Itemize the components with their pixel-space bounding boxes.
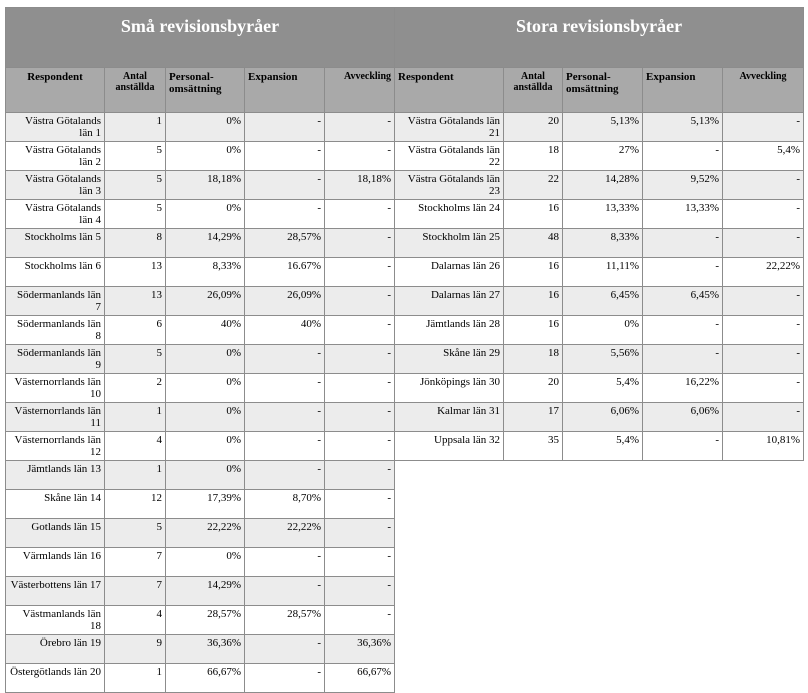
antal-cell: 5 xyxy=(105,200,166,229)
header-avveckling: Avveckling xyxy=(325,68,395,113)
omsattning-cell: 0% xyxy=(166,403,245,432)
omsattning-cell: 0% xyxy=(563,316,643,345)
antal-cell: 13 xyxy=(105,287,166,316)
avveckling-cell: 10,81% xyxy=(723,432,804,461)
respondent-cell: Södermanlands län 9 xyxy=(6,345,105,374)
respondent-cell: Västerbottens län 17 xyxy=(6,577,105,606)
omsattning-cell: 5,4% xyxy=(563,432,643,461)
omsattning-cell: 14,29% xyxy=(166,577,245,606)
table-row xyxy=(395,200,804,229)
antal-cell: 1 xyxy=(105,461,166,490)
avveckling-cell: - xyxy=(325,229,395,258)
table-row xyxy=(395,171,804,200)
expansion-cell: - xyxy=(245,113,325,142)
header-expansion: Expansion xyxy=(245,68,325,113)
expansion-cell: - xyxy=(643,432,723,461)
respondent-cell: Västra Götalands län 23 xyxy=(395,171,504,200)
expansion-cell: - xyxy=(245,548,325,577)
expansion-cell: 16,22% xyxy=(643,374,723,403)
antal-cell: 4 xyxy=(105,606,166,635)
expansion-cell: 5,13% xyxy=(643,113,723,142)
table-row xyxy=(395,258,804,287)
small-firms-table xyxy=(5,7,395,693)
respondent-cell: Dalarnas län 26 xyxy=(395,258,504,287)
antal-cell: 13 xyxy=(105,258,166,287)
header-respondent: Respondent xyxy=(6,68,105,113)
antal-cell: 22 xyxy=(504,171,563,200)
avveckling-cell: - xyxy=(723,345,804,374)
respondent-cell: Västmanlands län 18 xyxy=(6,606,105,635)
respondent-cell: Södermanlands län 8 xyxy=(6,316,105,345)
expansion-cell: 28,57% xyxy=(245,229,325,258)
omsattning-cell: 40% xyxy=(166,316,245,345)
header-avveckling: Avveckling xyxy=(723,68,804,113)
header-personalomsattning: Personal-omsättning xyxy=(166,68,245,113)
antal-cell: 18 xyxy=(504,142,563,171)
antal-cell: 7 xyxy=(105,577,166,606)
expansion-cell: - xyxy=(643,142,723,171)
expansion-cell: 22,22% xyxy=(245,519,325,548)
avveckling-cell: 22,22% xyxy=(723,258,804,287)
omsattning-cell: 5,4% xyxy=(563,374,643,403)
antal-cell: 5 xyxy=(105,519,166,548)
omsattning-cell: 17,39% xyxy=(166,490,245,519)
antal-cell: 16 xyxy=(504,258,563,287)
avveckling-cell: - xyxy=(325,113,395,142)
antal-cell: 18 xyxy=(504,345,563,374)
expansion-cell: 16.67% xyxy=(245,258,325,287)
avveckling-cell: - xyxy=(325,258,395,287)
table-row xyxy=(6,577,395,606)
avveckling-cell: - xyxy=(325,519,395,548)
avveckling-cell: - xyxy=(723,229,804,258)
omsattning-cell: 18,18% xyxy=(166,171,245,200)
expansion-cell: 28,57% xyxy=(245,606,325,635)
table-row xyxy=(395,403,804,432)
table-row xyxy=(6,229,395,258)
expansion-cell: - xyxy=(245,345,325,374)
antal-cell: 20 xyxy=(504,113,563,142)
header-expansion: Expansion xyxy=(643,68,723,113)
avveckling-cell: - xyxy=(325,548,395,577)
table-row xyxy=(6,432,395,461)
large-firms-table xyxy=(394,7,804,461)
avveckling-cell: 18,18% xyxy=(325,171,395,200)
omsattning-cell: 0% xyxy=(166,374,245,403)
respondent-cell: Västra Götalands län 21 xyxy=(395,113,504,142)
large-firms-title: Stora revisionsbyråer xyxy=(395,8,804,68)
table-row xyxy=(6,316,395,345)
antal-cell: 2 xyxy=(105,374,166,403)
expansion-cell: - xyxy=(245,142,325,171)
header-antal-anstallda: Antal anställda xyxy=(504,68,563,113)
expansion-cell: 13,33% xyxy=(643,200,723,229)
antal-cell: 1 xyxy=(105,664,166,693)
omsattning-cell: 0% xyxy=(166,345,245,374)
avveckling-cell: - xyxy=(723,287,804,316)
expansion-cell: 8,70% xyxy=(245,490,325,519)
antal-cell: 20 xyxy=(504,374,563,403)
table-row xyxy=(6,345,395,374)
table-row xyxy=(6,374,395,403)
table-row xyxy=(395,142,804,171)
avveckling-cell: - xyxy=(325,345,395,374)
omsattning-cell: 0% xyxy=(166,113,245,142)
expansion-cell: - xyxy=(245,664,325,693)
omsattning-cell: 8,33% xyxy=(563,229,643,258)
header-personalomsattning: Personal-omsättning xyxy=(563,68,643,113)
antal-cell: 7 xyxy=(105,548,166,577)
respondent-cell: Värmlands län 16 xyxy=(6,548,105,577)
table-row xyxy=(6,403,395,432)
table-row xyxy=(6,461,395,490)
antal-cell: 5 xyxy=(105,142,166,171)
antal-cell: 6 xyxy=(105,316,166,345)
omsattning-cell: 6,45% xyxy=(563,287,643,316)
table-row xyxy=(6,142,395,171)
antal-cell: 48 xyxy=(504,229,563,258)
respondent-cell: Jönköpings län 30 xyxy=(395,374,504,403)
table-row xyxy=(395,432,804,461)
antal-cell: 16 xyxy=(504,200,563,229)
antal-cell: 5 xyxy=(105,345,166,374)
header-respondent: Respondent xyxy=(395,68,504,113)
omsattning-cell: 22,22% xyxy=(166,519,245,548)
avveckling-cell: - xyxy=(723,171,804,200)
table-row xyxy=(6,258,395,287)
avveckling-cell: - xyxy=(325,461,395,490)
respondent-cell: Kalmar län 31 xyxy=(395,403,504,432)
respondent-cell: Skåne län 14 xyxy=(6,490,105,519)
antal-cell: 1 xyxy=(105,403,166,432)
avveckling-cell: - xyxy=(723,113,804,142)
respondent-cell: Stockholms län 5 xyxy=(6,229,105,258)
avveckling-cell: 5,4% xyxy=(723,142,804,171)
respondent-cell: Västra Götalands län 1 xyxy=(6,113,105,142)
antal-cell: 9 xyxy=(105,635,166,664)
expansion-cell: - xyxy=(245,171,325,200)
respondent-cell: Västra Götalands län 3 xyxy=(6,171,105,200)
omsattning-cell: 11,11% xyxy=(563,258,643,287)
table-row xyxy=(6,171,395,200)
table-row xyxy=(6,635,395,664)
table-row xyxy=(395,229,804,258)
table-row xyxy=(6,664,395,693)
avveckling-cell: 36,36% xyxy=(325,635,395,664)
omsattning-cell: 5,56% xyxy=(563,345,643,374)
expansion-cell: 6,06% xyxy=(643,403,723,432)
respondent-cell: Stockholms län 24 xyxy=(395,200,504,229)
expansion-cell: - xyxy=(245,374,325,403)
respondent-cell: Västernorrlands län 12 xyxy=(6,432,105,461)
small-firms-title: Små revisionsbyråer xyxy=(6,8,395,68)
table-row xyxy=(6,200,395,229)
respondent-cell: Stockholm län 25 xyxy=(395,229,504,258)
omsattning-cell: 13,33% xyxy=(563,200,643,229)
avveckling-cell: - xyxy=(325,287,395,316)
avveckling-cell: - xyxy=(723,374,804,403)
expansion-cell: 40% xyxy=(245,316,325,345)
table-row xyxy=(395,287,804,316)
omsattning-cell: 0% xyxy=(166,142,245,171)
respondent-cell: Västra Götalands län 4 xyxy=(6,200,105,229)
table-row xyxy=(395,374,804,403)
respondent-cell: Dalarnas län 27 xyxy=(395,287,504,316)
respondent-cell: Uppsala län 32 xyxy=(395,432,504,461)
expansion-cell: - xyxy=(643,229,723,258)
table-row xyxy=(6,548,395,577)
avveckling-cell: - xyxy=(325,374,395,403)
header-antal-anstallda: Antal anställda xyxy=(105,68,166,113)
antal-cell: 16 xyxy=(504,316,563,345)
table-row xyxy=(6,606,395,635)
expansion-cell: - xyxy=(643,345,723,374)
avveckling-cell: - xyxy=(723,316,804,345)
antal-cell: 12 xyxy=(105,490,166,519)
omsattning-cell: 28,57% xyxy=(166,606,245,635)
antal-cell: 1 xyxy=(105,113,166,142)
respondent-cell: Jämtlands län 28 xyxy=(395,316,504,345)
omsattning-cell: 0% xyxy=(166,548,245,577)
table-row xyxy=(395,345,804,374)
respondent-cell: Stockholms län 6 xyxy=(6,258,105,287)
avveckling-cell: - xyxy=(325,316,395,345)
omsattning-cell: 14,29% xyxy=(166,229,245,258)
table-row xyxy=(395,113,804,142)
avveckling-cell: - xyxy=(325,577,395,606)
omsattning-cell: 66,67% xyxy=(166,664,245,693)
avveckling-cell: 66,67% xyxy=(325,664,395,693)
avveckling-cell: - xyxy=(325,142,395,171)
omsattning-cell: 14,28% xyxy=(563,171,643,200)
omsattning-cell: 0% xyxy=(166,432,245,461)
respondent-cell: Skåne län 29 xyxy=(395,345,504,374)
antal-cell: 8 xyxy=(105,229,166,258)
omsattning-cell: 26,09% xyxy=(166,287,245,316)
antal-cell: 5 xyxy=(105,171,166,200)
respondent-cell: Västra Götalands län 2 xyxy=(6,142,105,171)
antal-cell: 4 xyxy=(105,432,166,461)
antal-cell: 17 xyxy=(504,403,563,432)
omsattning-cell: 27% xyxy=(563,142,643,171)
respondent-cell: Jämtlands län 13 xyxy=(6,461,105,490)
table-row xyxy=(395,316,804,345)
avveckling-cell: - xyxy=(325,200,395,229)
respondent-cell: Örebro län 19 xyxy=(6,635,105,664)
avveckling-cell: - xyxy=(325,432,395,461)
expansion-cell: 26,09% xyxy=(245,287,325,316)
table-row xyxy=(6,490,395,519)
expansion-cell: - xyxy=(643,316,723,345)
expansion-cell: - xyxy=(245,432,325,461)
expansion-cell: 6,45% xyxy=(643,287,723,316)
expansion-cell: - xyxy=(245,635,325,664)
avveckling-cell: - xyxy=(325,606,395,635)
respondent-cell: Östergötlands län 20 xyxy=(6,664,105,693)
large-firms-body xyxy=(395,113,804,461)
avveckling-cell: - xyxy=(325,403,395,432)
small-firms-body xyxy=(6,113,395,693)
omsattning-cell: 6,06% xyxy=(563,403,643,432)
antal-cell: 16 xyxy=(504,287,563,316)
omsattning-cell: 5,13% xyxy=(563,113,643,142)
expansion-cell: - xyxy=(245,461,325,490)
avveckling-cell: - xyxy=(723,200,804,229)
omsattning-cell: 0% xyxy=(166,461,245,490)
avveckling-cell: - xyxy=(325,490,395,519)
respondent-cell: Gotlands län 15 xyxy=(6,519,105,548)
omsattning-cell: 0% xyxy=(166,200,245,229)
table-row xyxy=(6,287,395,316)
expansion-cell: - xyxy=(245,403,325,432)
avveckling-cell: - xyxy=(723,403,804,432)
expansion-cell: - xyxy=(643,258,723,287)
expansion-cell: - xyxy=(245,577,325,606)
respondent-cell: Västra Götalands län 22 xyxy=(395,142,504,171)
table-row xyxy=(6,113,395,142)
expansion-cell: 9,52% xyxy=(643,171,723,200)
omsattning-cell: 36,36% xyxy=(166,635,245,664)
respondent-cell: Västernorrlands län 11 xyxy=(6,403,105,432)
table-row xyxy=(6,519,395,548)
respondent-cell: Västernorrlands län 10 xyxy=(6,374,105,403)
respondent-cell: Södermanlands län 7 xyxy=(6,287,105,316)
expansion-cell: - xyxy=(245,200,325,229)
antal-cell: 35 xyxy=(504,432,563,461)
omsattning-cell: 8,33% xyxy=(166,258,245,287)
